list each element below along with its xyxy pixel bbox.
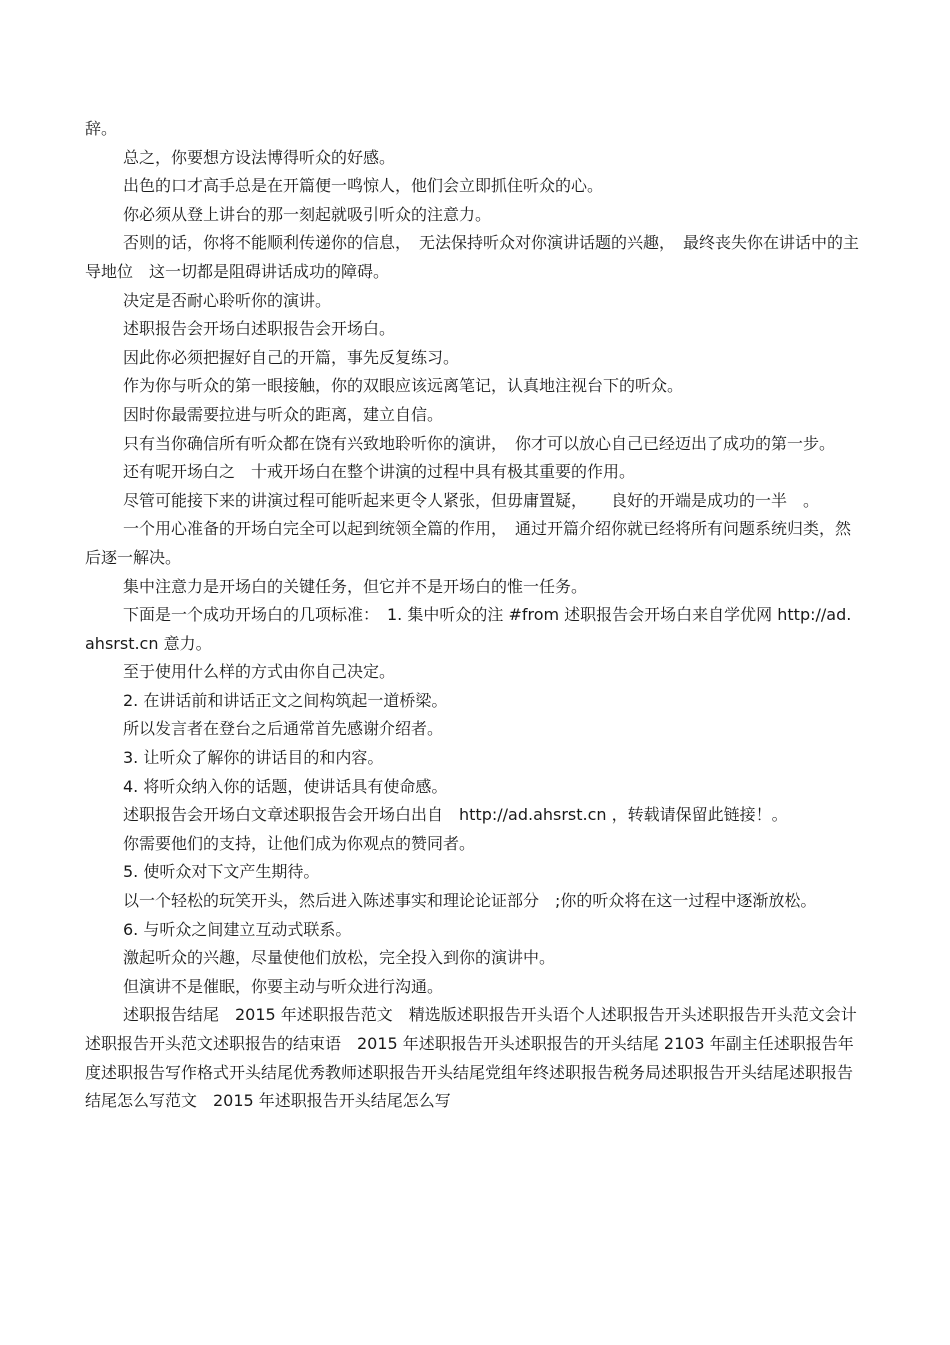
paragraph: 还有呢开场白之 十戒开场白在整个讲演的过程中具有极其重要的作用。 [123,462,636,482]
paragraph: 只有当你确信所有听众都在饶有兴致地聆听你的演讲， 你才可以放心自己已经迈出了成功的第一步。 [123,433,836,453]
paragraph: 你需要他们的支持，让他们成为你观点的赞同者。 [123,833,476,853]
paragraph: 但演讲不是催眠，你要主动与听众进行沟通。 [123,976,444,996]
paragraph: 下面是一个成功开场白的几项标准： 1. 集中听众的注 #from 述职报告会开场白来自学优网 http://ad.ahsrst.cn 意力。 [85,605,852,653]
paragraph: 以一个轻松的玩笑开头，然后进入陈述事实和理论论证部分 ;你的听众将在这一过程中逐渐放松。 [123,891,817,911]
paragraph: 决定是否耐心聆听你的演讲。 [123,290,332,310]
paragraph: 尽管可能接下来的讲演过程可能听起来更令人紧张，但毋庸置疑， 良好的开端是成功的一半 。 [123,490,820,510]
paragraph: 作为你与听众的第一眼接触，你的双眼应该远离笔记，认真地注视台下的听众。 [123,376,684,396]
document-body [85,115,860,1116]
paragraph: 因此你必须把握好自己的开篇，事先反复练习。 [123,347,460,367]
paragraph: 6. 与听众之间建立互动式联系。 [123,919,352,939]
paragraph: 至于使用什么样的方式由你自己决定。 [123,662,396,682]
paragraph: 总之，你要想方设法博得听众的好感。 [123,147,396,167]
paragraph: 辞。 [85,119,118,138]
paragraph: 2. 在讲话前和讲话正文之间构筑起一道桥梁。 [123,690,448,710]
paragraph: 集中注意力是开场白的关键任务，但它并不是开场白的惟一任务。 [123,576,588,596]
paragraph: 激起听众的兴趣，尽量使他们放松，完全投入到你的演讲中。 [123,948,556,968]
paragraph: 4. 将听众纳入你的话题，使讲话具有使命感。 [123,776,448,796]
paragraph: 出色的口才高手总是在开篇便一鸣惊人，他们会立即抓住听众的心。 [123,176,604,196]
paragraph: 因时你最需要拉进与听众的距离，建立自信。 [123,404,444,424]
paragraph: 3. 让听众了解你的讲话目的和内容。 [123,748,384,768]
paragraph: 5. 使听众对下文产生期待。 [123,862,320,882]
paragraph: 述职报告结尾 2015 年述职报告范文 精选版述职报告开头语个人述职报告开头述职报告开头范文会计述职报告开头范文述职报告的结束语 2015 年述职报告开头述职报告的开头结尾 2103 年副主任述职报告年度述职报告写作格式开头结尾优秀教师述职报告开头结尾党组年终述职报告税务局述职报告开头结尾述职报告结尾怎么写范文 2015 年述职报告开头结尾怎么写 [85,1005,857,1111]
paragraph: 所以发言者在登台之后通常首先感谢介绍者。 [123,719,444,739]
paragraph: 述职报告会开场白述职报告会开场白。 [123,319,396,339]
paragraph: 一个用心准备的开场白完全可以起到统领全篇的作用， 通过开篇介绍你就已经将所有问题系统归类，然后逐一解决。 [85,519,852,567]
paragraph: 述职报告会开场白文章述职报告会开场白出自 http://ad.ahsrst.cn ，转载请保留此链接！。 [123,805,788,825]
paragraph: 你必须从登上讲台的那一刻起就吸引听众的注意力。 [123,204,492,224]
paragraph: 否则的话，你将不能顺利传递你的信息， 无法保持听众对你演讲话题的兴趣， 最终丧失你在讲话中的主导地位 这一切都是阻碍讲话成功的障碍。 [85,233,860,281]
